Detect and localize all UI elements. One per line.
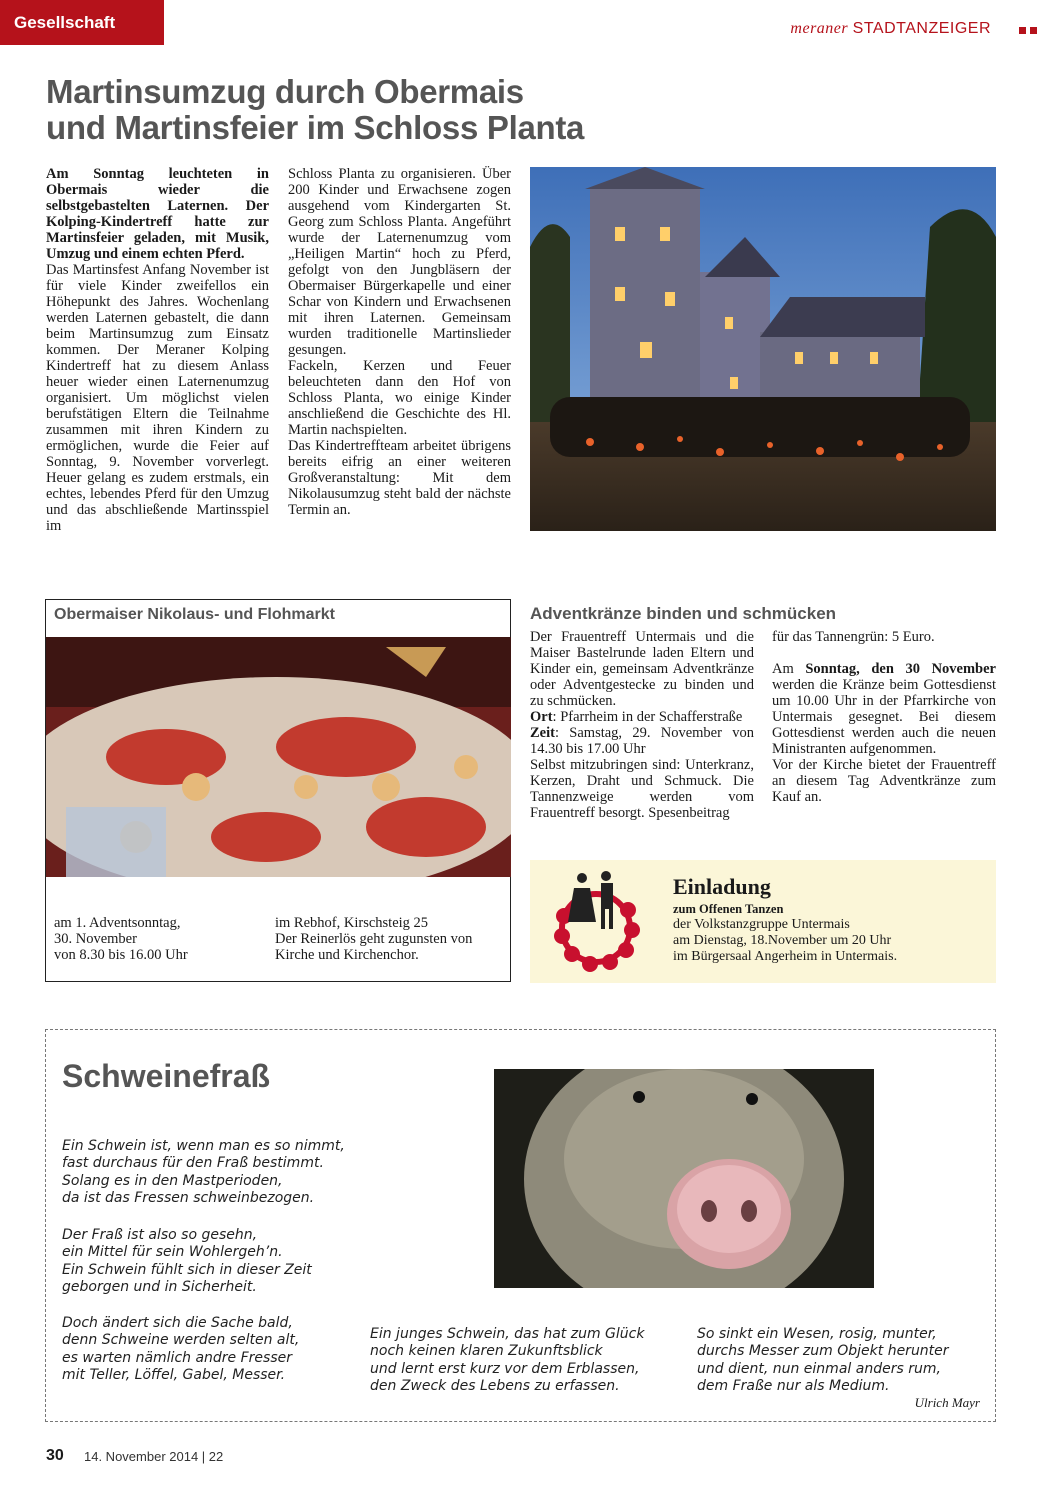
poem-stanza-4	[370, 1326, 644, 1395]
headline-line2: und Martinsfeier im Schloss Planta	[46, 109, 585, 146]
advent-title: Adventkränze binden und schmücken	[530, 604, 837, 623]
advent-am: Am	[772, 661, 806, 677]
headline-line1: Martinsumzug durch Obermais	[46, 73, 524, 110]
einladung-line: am Dienstag, 18.November um 20 Uhr	[673, 933, 892, 948]
article-body-2a: Schloss Planta zu organisieren. Über 200 Kinder und Erwachsene zogen ausgehend vom Kindergarten St. Georg zum Schloss Planta. Angeführt wurde der Laternenumzug vom „Heiligen Martin“ hoch zu Pferd, gefolgt von den Jungbläsern der Obermaiser Bürgerkapelle und einer Schar von Kindern und Erwachsenen mit ihren Laternen. Gemeinsam wurden traditionelle Martinslieder gesungen.	[288, 166, 511, 358]
advent-zeit-label: Zeit	[530, 725, 555, 741]
masthead-logo	[790, 20, 991, 38]
einladung-line: der Volkstanzgruppe Untermais	[673, 917, 850, 932]
advent-column-1	[530, 629, 754, 821]
pig-photo	[494, 1069, 874, 1288]
advent-rest: werden die Kränze beim Gottesdienst um 10.00 Uhr in der Pfarrkirche von Untermais gesegnet. Bei diesem Gottesdienst werden auch die neuen Ministranten aufgenommen.	[772, 677, 996, 757]
article-body-1: Das Martinsfest Anfang November ist für viele Kinder zweifellos ein Höhepunkt des Jahres. Wochenlang werden Laternen gebastelt, die dann beim Martinsumzug zum Einsatz kommen. Der Meraner Kolping Kindertreff hat zu diesem Anlass heuer wieder einen Laternenumzug organisiert. Um möglichst vielen berufstätigen Eltern die Teilnahme zusammen mit ihren Kindern zu ermöglichen, wurde die Feier auf Sonntag, 9. November vorverlegt. Heuer gelang es zudem erstmals, ein echtes, lebendes Pferd für den Umzug und das abschließende Martinsspiel im	[46, 262, 269, 534]
poem-line: Doch ändert sich die Sache bald,	[62, 1315, 293, 1331]
flohmarkt-line: 30. November	[54, 931, 137, 947]
masthead-part2: STADTANZEIGER	[852, 20, 991, 37]
poem-line: Ein junges Schwein, das hat zum Glück	[370, 1326, 645, 1342]
poem-line: fast durchaus für den Fraß bestimmt.	[62, 1155, 324, 1172]
poem-line: noch keinen klaren Zukunftsblick	[370, 1343, 603, 1360]
einladung-subtitle: zum Offenen Tanzen	[673, 902, 784, 916]
poem-line: Ein Schwein fühlt sich in dieser Zeit	[62, 1261, 312, 1278]
flohmarkt-line: Kirche und Kirchenchor.	[275, 947, 419, 963]
advent-column-2	[772, 629, 996, 805]
flohmarkt-when	[54, 915, 188, 963]
poem-line: den Zweck des Lebens zu erfassen.	[370, 1377, 620, 1394]
poem-line: und lernt erst kurz vor dem Erblassen,	[370, 1360, 640, 1377]
poem-line: denn Schweine werden selten alt,	[62, 1332, 300, 1349]
flohmarkt-title: Obermaiser Nikolaus- und Flohmarkt	[54, 606, 335, 623]
poem-line: es warten nämlich andre Fresser	[62, 1349, 292, 1366]
poem-stanza-3	[62, 1315, 299, 1384]
poem-line: So sinkt ein Wesen, rosig, munter,	[697, 1326, 937, 1342]
einladung-text	[673, 901, 897, 965]
flohmarkt-line: am 1. Adventsonntag,	[54, 915, 181, 931]
masthead-part1: meraner	[790, 20, 849, 37]
poem-line: Solang es in den Mastperioden,	[62, 1172, 283, 1189]
advent-mitbringen: Selbst mitzubringen sind: Unterkranz, Kerzen, Draht und Schmuck. Die Tannenzweige werden vom Frauentreff besorgt. Spesenbeitrag	[530, 757, 754, 821]
advent-date: Sonntag, den 30 November	[805, 661, 996, 677]
article-body-2b: Fackeln, Kerzen und Feuer beleuchteten dann den Hof von Schloss Planta, wo einige Kinder anschließend die Geschichte des Hl. Martin nachspielten.	[288, 358, 511, 438]
section-tag: Gesellschaft	[0, 0, 164, 45]
poem-line: ein Mittel für sein Wohlergeh’n.	[62, 1244, 283, 1261]
advent-intro: Der Frauentreff Untermais und die Maiser Bastelrunde laden Eltern und Kinder ein, gemeinsam Adventkränze oder Adventgestecke zu binden und zu schmücken.	[530, 629, 754, 709]
flohmarkt-line: im Rebhof, Kirschsteig 25	[275, 915, 429, 931]
flohmarkt-where	[275, 915, 472, 963]
cookie-market-photo	[46, 637, 511, 877]
dancers-logo-icon	[550, 868, 642, 978]
advent-price: für das Tannengrün: 5 Euro.	[772, 629, 935, 645]
castle-photo	[530, 167, 996, 531]
advent-ort-label: Ort	[530, 709, 553, 725]
masthead-square-icon	[1019, 27, 1026, 34]
advent-zeit-value: : Samstag, 29. November von 14.30 bis 17.00 Uhr	[530, 725, 754, 757]
poem-title: Schweinefraß	[62, 1058, 271, 1094]
poem-author: Ulrich Mayr	[914, 1395, 980, 1410]
einladung-line: im Bürgersaal Angerheim in Untermais.	[673, 949, 898, 964]
poem-line: Ein Schwein ist, wenn man es so nimmt,	[62, 1138, 345, 1154]
advent-last: Vor der Kirche bietet der Frauentreff an diesem Tag Adventkränze zum Kauf an.	[772, 757, 996, 805]
poem-stanza-5	[697, 1326, 949, 1395]
poem-line: Der Fraß ist also so gesehn,	[62, 1227, 258, 1243]
article-column-1	[46, 166, 269, 534]
poem-stanza-1	[62, 1138, 345, 1207]
flohmarkt-line: Der Reinerlös geht zugunsten von	[275, 931, 473, 947]
article-column-2	[288, 166, 511, 518]
poem-stanza-2	[62, 1227, 312, 1296]
poem-line: mit Teller, Löffel, Gabel, Messer.	[62, 1366, 286, 1383]
article-lead: Am Sonntag leuchteten in Obermais wieder die selbstgebastelten Laternen. Der Kolping-Kindertreff hatte zur Martinsfeier geladen, mit Musik, Umzug und einem echten Pferd.	[46, 166, 269, 262]
page-number: 30	[46, 1447, 64, 1464]
issue-date: 14. November 2014 | 22	[84, 1449, 224, 1464]
masthead-square-icon	[1030, 27, 1037, 34]
poem-line: und dient, nun einmal anders rum,	[697, 1360, 941, 1377]
article-headline	[46, 74, 584, 146]
poem-line: da ist das Fressen schweinbezogen.	[62, 1189, 315, 1206]
flohmarkt-line: von 8.30 bis 16.00 Uhr	[54, 947, 188, 963]
einladung-title: Einladung	[673, 874, 771, 899]
article-body-2c: Das Kindertreffteam arbeitet übrigens bereits eifrig an einer weiteren Großveranstaltung: Mit dem Nikolausumzug steht bald der nächste Termin an.	[288, 438, 511, 518]
poem-line: durchs Messer zum Objekt herunter	[697, 1343, 949, 1360]
advent-ort-value: : Pfarrheim in der Schafferstraße	[552, 709, 743, 725]
poem-line: geborgen und in Sicherheit.	[62, 1278, 257, 1295]
poem-line: dem Fraße nur als Medium.	[697, 1377, 890, 1394]
